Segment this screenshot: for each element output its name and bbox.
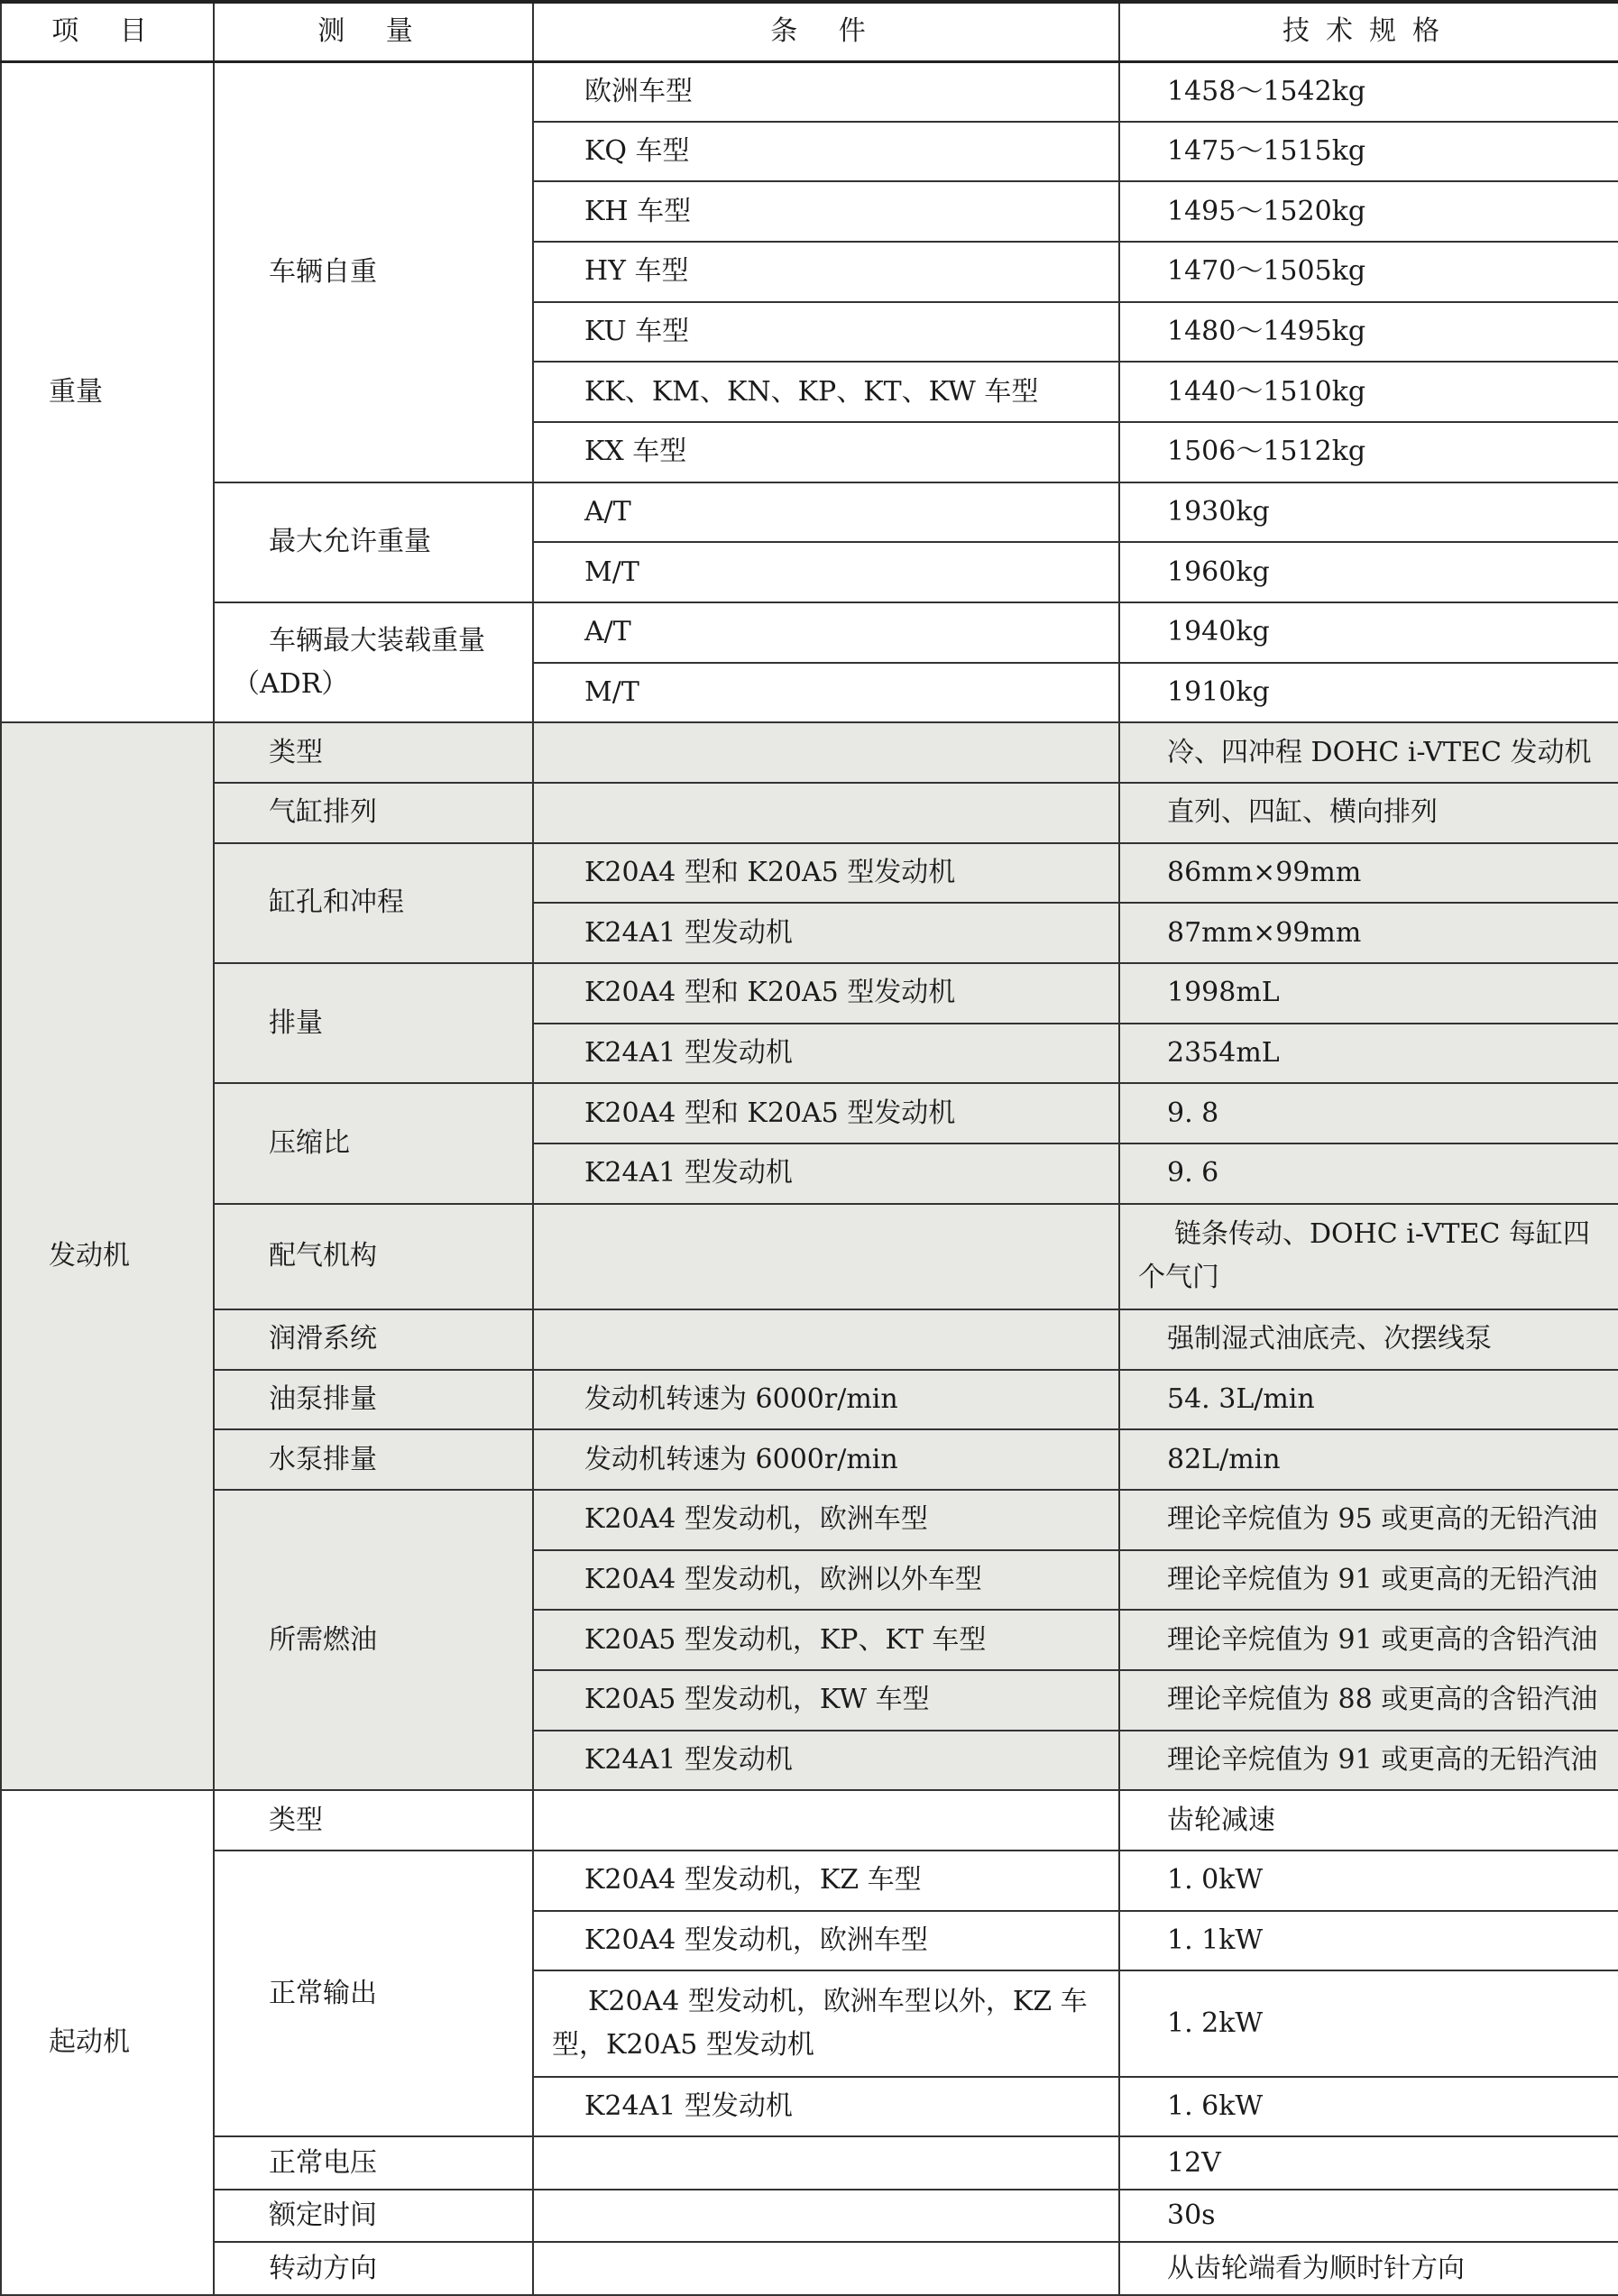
spec-cell: 1960kg — [1119, 542, 1618, 602]
condition-cell-empty — [533, 2190, 1119, 2243]
measure-starter-type: 类型 — [214, 1790, 533, 1851]
spec-cell: 理论辛烷值为 95 或更高的无铅汽油 — [1119, 1490, 1618, 1550]
condition-cell: A/T — [533, 482, 1119, 543]
table-row — [1, 722, 1618, 783]
section-title-weight: 重量 — [1, 61, 214, 722]
condition-cell: K20A4 型和 K20A5 型发动机 — [533, 963, 1119, 1024]
measure-fuel: 所需燃油 — [214, 1490, 533, 1790]
condition-cell: KX 车型 — [533, 422, 1119, 482]
condition-cell: KK、KM、KN、KP、KT、KW 车型 — [533, 362, 1119, 422]
condition-cell-empty — [533, 2136, 1119, 2190]
condition-cell: 发动机转速为 6000r/min — [533, 1429, 1119, 1490]
measure-bore-stroke: 缸孔和冲程 — [214, 843, 533, 963]
spec-cell: 1506～1512kg — [1119, 422, 1618, 482]
spec-cell: 理论辛烷值为 91 或更高的含铅汽油 — [1119, 1610, 1618, 1670]
condition-cell: K24A1 型发动机 — [533, 2077, 1119, 2137]
condition-cell: K20A5 型发动机，KP、KT 车型 — [533, 1610, 1119, 1670]
table-row — [1, 2136, 1618, 2190]
condition-cell: K24A1 型发动机 — [533, 1731, 1119, 1791]
starter-section — [1, 1790, 1618, 2295]
spec-cell: 1475～1515kg — [1119, 122, 1618, 182]
header-spec: 技术规格 — [1119, 2, 1618, 61]
measure-rotation-direction: 转动方向 — [214, 2242, 533, 2295]
condition-cell-empty — [533, 2242, 1119, 2295]
condition-cell: HY 车型 — [533, 242, 1119, 302]
table-row — [1, 1429, 1618, 1490]
spec-cell: 强制湿式油底壳、次摆线泵 — [1119, 1309, 1618, 1370]
measure-normal-voltage: 正常电压 — [214, 2136, 533, 2190]
condition-cell-empty — [533, 722, 1119, 783]
table-row — [1, 2190, 1618, 2243]
header-row — [1, 2, 1618, 61]
section-title-engine: 发动机 — [1, 722, 214, 1790]
table-row — [1, 482, 1618, 543]
spec-cell: 1. 6kW — [1119, 2077, 1618, 2137]
table-row — [1, 963, 1618, 1024]
spec-cell: 82L/min — [1119, 1429, 1618, 1490]
spec-cell: 齿轮减速 — [1119, 1790, 1618, 1851]
spec-cell: 87mm×99mm — [1119, 903, 1618, 963]
table-row — [1, 2242, 1618, 2295]
spec-cell: 理论辛烷值为 91 或更高的无铅汽油 — [1119, 1550, 1618, 1611]
spec-cell: 冷、四冲程 DOHC i-VTEC 发动机 — [1119, 722, 1618, 783]
table-row — [1, 61, 1618, 122]
engine-section — [1, 722, 1618, 1790]
spec-cell: 直列、四缸、横向排列 — [1119, 783, 1618, 843]
table-row — [1, 1083, 1618, 1143]
condition-cell-empty — [533, 1790, 1119, 1851]
table-row — [1, 1204, 1618, 1309]
spec-cell: 1470～1505kg — [1119, 242, 1618, 302]
spec-cell: 1495～1520kg — [1119, 181, 1618, 242]
measure-max-allowed-weight: 最大允许重量 — [214, 482, 533, 602]
spec-cell: 1480～1495kg — [1119, 302, 1618, 363]
spec-cell: 理论辛烷值为 91 或更高的无铅汽油 — [1119, 1731, 1618, 1791]
measure-rated-time: 额定时间 — [214, 2190, 533, 2243]
table-row — [1, 843, 1618, 904]
condition-cell-empty — [533, 783, 1119, 843]
spec-cell: 1998mL — [1119, 963, 1618, 1024]
measure-displacement: 排量 — [214, 963, 533, 1083]
spec-cell: 54. 3L/min — [1119, 1370, 1618, 1430]
spec-cell: 1. 0kW — [1119, 1851, 1618, 1911]
header-item: 项 目 — [1, 2, 214, 61]
weight-section — [1, 61, 1618, 722]
spec-cell: 链条传动、DOHC i-VTEC 每缸四个气门 — [1119, 1204, 1618, 1309]
header-measure: 测 量 — [214, 2, 533, 61]
condition-cell: K24A1 型发动机 — [533, 1143, 1119, 1204]
measure-engine-type: 类型 — [214, 722, 533, 783]
spec-cell: 86mm×99mm — [1119, 843, 1618, 904]
table-row — [1, 1790, 1618, 1851]
condition-cell: K20A5 型发动机，KW 车型 — [533, 1670, 1119, 1731]
measure-normal-output: 正常输出 — [214, 1851, 533, 2136]
table-row — [1, 1851, 1618, 1911]
spec-cell: 30s — [1119, 2190, 1618, 2243]
condition-cell: K24A1 型发动机 — [533, 903, 1119, 963]
spec-cell: 12V — [1119, 2136, 1618, 2190]
spec-cell: 理论辛烷值为 88 或更高的含铅汽油 — [1119, 1670, 1618, 1731]
condition-cell: K20A4 型发动机，KZ 车型 — [533, 1851, 1119, 1911]
condition-cell: K24A1 型发动机 — [533, 1024, 1119, 1084]
table-row — [1, 1490, 1618, 1550]
measure-lubrication: 润滑系统 — [214, 1309, 533, 1370]
spec-cell: 1440～1510kg — [1119, 362, 1618, 422]
condition-cell: 欧洲车型 — [533, 61, 1119, 122]
condition-cell: K20A4 型发动机，欧洲车型以外，KZ 车型，K20A5 型发动机 — [533, 1970, 1119, 2076]
condition-cell: K20A4 型发动机，欧洲车型 — [533, 1911, 1119, 1971]
measure-cylinder-arrangement: 气缸排列 — [214, 783, 533, 843]
spec-cell: 2354mL — [1119, 1024, 1618, 1084]
condition-cell: K20A4 型和 K20A5 型发动机 — [533, 1083, 1119, 1143]
spec-cell: 1930kg — [1119, 482, 1618, 543]
measure-valve-train: 配气机构 — [214, 1204, 533, 1309]
spec-cell: 1. 2kW — [1119, 1970, 1618, 2076]
section-title-starter: 起动机 — [1, 1790, 214, 2295]
condition-cell: K20A4 型和 K20A5 型发动机 — [533, 843, 1119, 904]
measure-oil-pump: 油泵排量 — [214, 1370, 533, 1430]
condition-cell: KQ 车型 — [533, 122, 1119, 182]
measure-compression-ratio: 压缩比 — [214, 1083, 533, 1203]
condition-cell: M/T — [533, 542, 1119, 602]
condition-cell: K20A4 型发动机，欧洲以外车型 — [533, 1550, 1119, 1611]
condition-cell: KU 车型 — [533, 302, 1119, 363]
condition-cell: 发动机转速为 6000r/min — [533, 1370, 1119, 1430]
condition-cell: K20A4 型发动机，欧洲车型 — [533, 1490, 1119, 1550]
spec-cell: 9. 8 — [1119, 1083, 1618, 1143]
condition-cell-empty — [533, 1204, 1119, 1309]
spec-cell: 9. 6 — [1119, 1143, 1618, 1204]
measure-max-load-weight: 车辆最大装载重量（ADR） — [214, 602, 533, 722]
condition-cell-empty — [533, 1309, 1119, 1370]
table-row — [1, 602, 1618, 663]
header-condition: 条 件 — [533, 2, 1119, 61]
table-row — [1, 1309, 1618, 1370]
spec-cell: 1940kg — [1119, 602, 1618, 663]
spec-cell: 从齿轮端看为顺时针方向 — [1119, 2242, 1618, 2295]
measure-water-pump: 水泵排量 — [214, 1429, 533, 1490]
spec-cell: 1. 1kW — [1119, 1911, 1618, 1971]
condition-cell: KH 车型 — [533, 181, 1119, 242]
spec-cell: 1458～1542kg — [1119, 61, 1618, 122]
table-row — [1, 783, 1618, 843]
spec-cell: 1910kg — [1119, 663, 1618, 723]
measure-curb-weight: 车辆自重 — [214, 61, 533, 482]
condition-cell: M/T — [533, 663, 1119, 723]
table-row — [1, 1370, 1618, 1430]
condition-cell: A/T — [533, 602, 1119, 663]
